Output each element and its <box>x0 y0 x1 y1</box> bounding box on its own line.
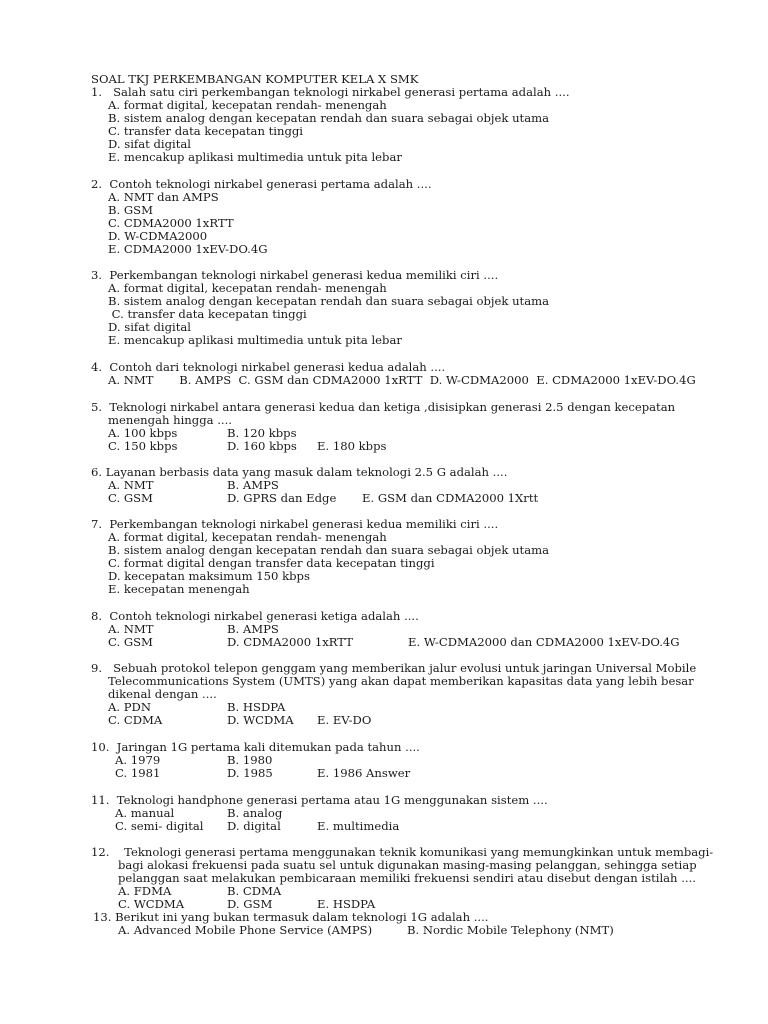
question-2-option-b: B. GSM <box>108 203 153 217</box>
question-11-option-c: C. semi- digital <box>115 819 204 833</box>
question-13-option-a: A. Advanced Mobile Phone Service (AMPS) <box>118 923 373 937</box>
question-6-stem: 6. Layanan berbasis data yang masuk dalam teknologi 2.5 G adalah .... <box>91 465 508 479</box>
question-12-stem-cont: bagi alokasi frekuensi pada suatu sel untuk digunakan masing-masing pelanggan, sehingga setiap <box>118 858 697 872</box>
question-8-option-b: B. AMPS <box>227 622 279 636</box>
question-9-option-a: A. PDN <box>108 700 151 714</box>
question-4-options: A. NMT B. AMPS C. GSM dan CDMA2000 1xRTT D. W-CDMA2000 E. CDMA2000 1xEV-DO.4G <box>108 373 696 387</box>
question-9-option-b: B. HSDPA <box>227 700 286 714</box>
question-6-option-b: B. AMPS <box>227 478 279 492</box>
question-12-stem: 12. Teknologi generasi pertama menggunakan teknik komunikasi yang memungkinkan untuk membagi- <box>91 845 714 859</box>
question-4-stem: 4. Contoh dari teknologi nirkabel generasi kedua adalah .... <box>91 360 446 374</box>
question-10-option-e: E. 1986 Answer <box>317 766 411 780</box>
question-7-option-c: C. format digital dengan transfer data kecepatan tinggi <box>108 556 435 570</box>
question-7-option-b: B. sistem analog dengan kecepatan rendah dan suara sebagai objek utama <box>108 543 550 557</box>
question-6-option-a: A. NMT <box>108 478 154 492</box>
question-8-option-e: E. W-CDMA2000 dan CDMA2000 1xEV-DO.4G <box>408 635 680 649</box>
question-13-option-b: B. Nordic Mobile Telephony (NMT) <box>407 923 614 937</box>
question-5-option-d: D. 160 kbps <box>227 439 297 453</box>
question-6-option-d: D. GPRS dan Edge <box>227 491 337 505</box>
question-1-option-c: C. transfer data kecepatan tinggi <box>108 124 304 138</box>
question-6-option-c: C. GSM <box>108 491 153 505</box>
question-5-stem: 5. Teknologi nirkabel antara generasi kedua dan ketiga ,disisipkan generasi 2.5 dengan kecepatan <box>91 400 676 414</box>
question-3-stem: 3. Perkembangan teknologi nirkabel generasi kedua memiliki ciri .... <box>91 268 499 282</box>
question-1-option-d: D. sifat digital <box>108 137 191 151</box>
question-5-option-b: B. 120 kbps <box>227 426 297 440</box>
question-10-stem: 10. Jaringan 1G pertama kali ditemukan pada tahun .... <box>91 740 420 754</box>
question-2-stem: 2. Contoh teknologi nirkabel generasi pertama adalah .... <box>91 177 432 191</box>
question-3-option-e: E. mencakup aplikasi multimedia untuk pita lebar <box>108 333 402 347</box>
question-5-option-c: C. 150 kbps <box>108 439 178 453</box>
question-9-stem-cont-2: dikenal dengan .... <box>108 687 217 701</box>
question-11-stem: 11. Teknologi handphone generasi pertama atau 1G menggunakan sistem .... <box>91 793 548 807</box>
question-12-stem-cont-2: pelanggan saat melakukan pembicaraan memiliki frekuensi sendiri atau disebut dengan istilah .... <box>118 871 696 885</box>
question-12-option-a: A. FDMA <box>118 884 172 898</box>
question-12-option-d: D. GSM <box>227 897 273 911</box>
question-5-stem-cont: menengah hingga .... <box>108 413 232 427</box>
question-10-option-c: C. 1981 <box>115 766 161 780</box>
question-10-option-d: D. 1985 <box>227 766 273 780</box>
question-10-option-b: B. 1980 <box>227 753 273 767</box>
question-2-option-a: A. NMT dan AMPS <box>108 190 219 204</box>
question-1-option-e: E. mencakup aplikasi multimedia untuk pita lebar <box>108 150 402 164</box>
question-11-option-d: D. digital <box>227 819 281 833</box>
question-9-stem: 9. Sebuah protokol telepon genggam yang memberikan jalur evolusi untuk jaringan Universal Mobile <box>91 661 697 675</box>
question-12-option-e: E. HSDPA <box>317 897 376 911</box>
question-9-option-d: D. WCDMA <box>227 713 294 727</box>
question-3-option-b: B. sistem analog dengan kecepatan rendah dan suara sebagai objek utama <box>108 294 550 308</box>
question-13-stem: 13. Berikut ini yang bukan termasuk dalam teknologi 1G adalah .... <box>93 910 489 924</box>
question-9-stem-cont: Telecommunications System (UMTS) yang akan dapat memberikan kapasitas data yang lebih besar <box>108 674 694 688</box>
question-8-option-c: C. GSM <box>108 635 153 649</box>
question-3-option-c: C. transfer data kecepatan tinggi <box>108 307 307 321</box>
question-3-option-d: D. sifat digital <box>108 320 191 334</box>
question-6-option-e: E. GSM dan CDMA2000 1Xrtt <box>362 491 539 505</box>
question-9-option-c: C. CDMA <box>108 713 163 727</box>
question-5-option-a: A. 100 kbps <box>108 426 178 440</box>
question-11-option-b: B. analog <box>227 806 283 820</box>
question-11-option-a: A. manual <box>115 806 175 820</box>
question-1-option-b: B. sistem analog dengan kecepatan rendah dan suara sebagai objek utama <box>108 111 550 125</box>
question-1-option-a: A. format digital, kecepatan rendah- menengah <box>108 98 387 112</box>
question-11-option-e: E. multimedia <box>317 819 400 833</box>
question-3-option-a: A. format digital, kecepatan rendah- menengah <box>108 281 387 295</box>
question-8-option-a: A. NMT <box>108 622 154 636</box>
question-5-option-e: E. 180 kbps <box>317 439 387 453</box>
question-7-option-e: E. kecepatan menengah <box>108 582 250 596</box>
question-1-stem: 1. Salah satu ciri perkembangan teknologi nirkabel generasi pertama adalah .... <box>91 85 570 99</box>
question-8-stem: 8. Contoh teknologi nirkabel generasi ketiga adalah .... <box>91 609 419 623</box>
question-7-option-a: A. format digital, kecepatan rendah- menengah <box>108 530 387 544</box>
question-7-option-d: D. kecepatan maksimum 150 kbps <box>108 569 310 583</box>
question-2-option-e: E. CDMA2000 1xEV-DO.4G <box>108 242 268 256</box>
question-7-stem: 7. Perkembangan teknologi nirkabel generasi kedua memiliki ciri .... <box>91 517 499 531</box>
question-2-option-c: C. CDMA2000 1xRTT <box>108 216 234 230</box>
question-12-option-c: C. WCDMA <box>118 897 185 911</box>
question-12-option-b: B. CDMA <box>227 884 282 898</box>
question-2-option-d: D. W-CDMA2000 <box>108 229 208 243</box>
question-8-option-d: D. CDMA2000 1xRTT <box>227 635 353 649</box>
question-9-option-e: E. EV-DO <box>317 713 372 727</box>
question-10-option-a: A. 1979 <box>115 753 161 767</box>
page-title: SOAL TKJ PERKEMBANGAN KOMPUTER KELA X SMK <box>91 72 419 86</box>
